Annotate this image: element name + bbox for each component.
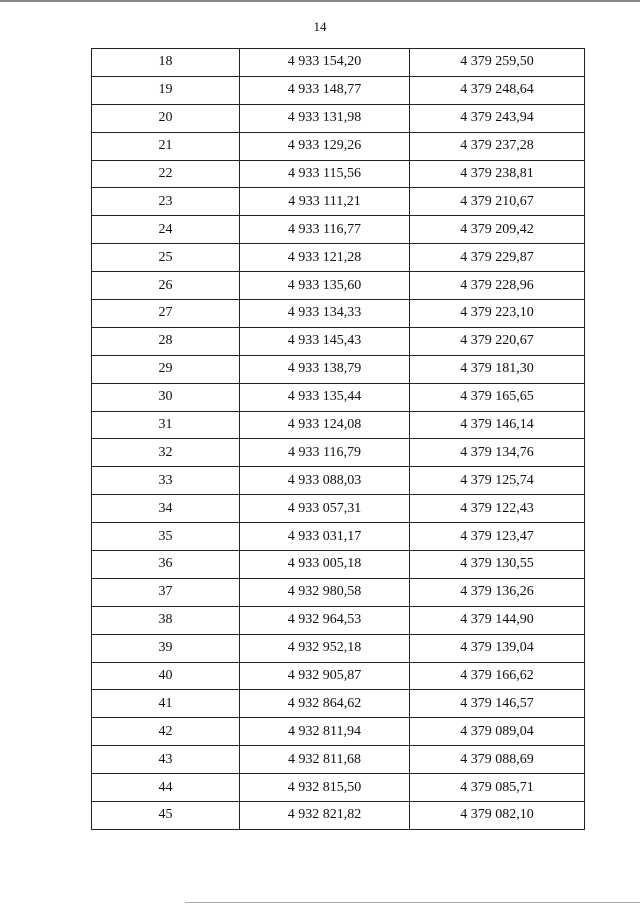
point-number-cell: 23 [92,188,240,216]
y-coordinate-cell: 4 379 082,10 [410,802,585,830]
y-coordinate-cell: 4 379 144,90 [410,606,585,634]
y-coordinate-cell: 4 379 130,55 [410,551,585,579]
table-row [92,327,585,355]
point-number-cell: 24 [92,216,240,244]
x-coordinate-cell: 4 933 131,98 [240,104,410,132]
table-row [92,523,585,551]
point-number-cell: 44 [92,774,240,802]
x-coordinate-cell: 4 933 088,03 [240,467,410,495]
x-coordinate-cell: 4 933 057,31 [240,495,410,523]
y-coordinate-cell: 4 379 146,14 [410,411,585,439]
x-coordinate-cell: 4 932 821,82 [240,802,410,830]
y-coordinate-cell: 4 379 210,67 [410,188,585,216]
y-coordinate-cell: 4 379 259,50 [410,49,585,77]
point-number-cell: 45 [92,802,240,830]
y-coordinate-cell: 4 379 123,47 [410,523,585,551]
y-coordinate-cell: 4 379 220,67 [410,327,585,355]
x-coordinate-cell: 4 932 980,58 [240,578,410,606]
point-number-cell: 38 [92,606,240,634]
y-coordinate-cell: 4 379 209,42 [410,216,585,244]
table-row [92,76,585,104]
table-row [92,551,585,579]
table-row [92,774,585,802]
point-number-cell: 40 [92,662,240,690]
point-number-cell: 39 [92,634,240,662]
point-number-cell: 36 [92,551,240,579]
y-coordinate-cell: 4 379 248,64 [410,76,585,104]
table-row [92,300,585,328]
table-row [92,690,585,718]
x-coordinate-cell: 4 933 115,56 [240,160,410,188]
x-coordinate-cell: 4 933 116,77 [240,216,410,244]
x-coordinate-cell: 4 932 864,62 [240,690,410,718]
x-coordinate-cell: 4 932 811,68 [240,746,410,774]
y-coordinate-cell: 4 379 089,04 [410,718,585,746]
x-coordinate-cell: 4 933 116,79 [240,439,410,467]
y-coordinate-cell: 4 379 229,87 [410,244,585,272]
table-row [92,718,585,746]
table-row [92,802,585,830]
y-coordinate-cell: 4 379 223,10 [410,300,585,328]
x-coordinate-cell: 4 933 134,33 [240,300,410,328]
table-row [92,383,585,411]
point-number-cell: 34 [92,495,240,523]
x-coordinate-cell: 4 932 815,50 [240,774,410,802]
point-number-cell: 33 [92,467,240,495]
point-number-cell: 31 [92,411,240,439]
x-coordinate-cell: 4 933 111,21 [240,188,410,216]
table-row [92,104,585,132]
table-row [92,272,585,300]
y-coordinate-cell: 4 379 165,65 [410,383,585,411]
table-row [92,355,585,383]
x-coordinate-cell: 4 933 124,08 [240,411,410,439]
x-coordinate-cell: 4 933 135,60 [240,272,410,300]
y-coordinate-cell: 4 379 243,94 [410,104,585,132]
point-number-cell: 37 [92,578,240,606]
y-coordinate-cell: 4 379 088,69 [410,746,585,774]
point-number-cell: 19 [92,76,240,104]
point-number-cell: 43 [92,746,240,774]
x-coordinate-cell: 4 932 905,87 [240,662,410,690]
y-coordinate-cell: 4 379 085,71 [410,774,585,802]
bottom-edge-line [185,902,640,903]
point-number-cell: 32 [92,439,240,467]
table-row [92,49,585,77]
point-number-cell: 28 [92,327,240,355]
table-row [92,160,585,188]
point-number-cell: 29 [92,355,240,383]
top-edge-line [0,0,640,2]
x-coordinate-cell: 4 933 005,18 [240,551,410,579]
point-number-cell: 21 [92,132,240,160]
y-coordinate-cell: 4 379 139,04 [410,634,585,662]
table-row [92,188,585,216]
point-number-cell: 42 [92,718,240,746]
point-number-cell: 30 [92,383,240,411]
table-row [92,467,585,495]
point-number-cell: 41 [92,690,240,718]
y-coordinate-cell: 4 379 122,43 [410,495,585,523]
y-coordinate-cell: 4 379 134,76 [410,439,585,467]
table-row [92,411,585,439]
table-row [92,439,585,467]
x-coordinate-cell: 4 933 148,77 [240,76,410,104]
point-number-cell: 25 [92,244,240,272]
point-number-cell: 35 [92,523,240,551]
table-row [92,746,585,774]
table-row [92,216,585,244]
point-number-cell: 22 [92,160,240,188]
table-row [92,634,585,662]
y-coordinate-cell: 4 379 166,62 [410,662,585,690]
table-row [92,606,585,634]
point-number-cell: 26 [92,272,240,300]
point-number-cell: 18 [92,49,240,77]
table-row [92,662,585,690]
table-row [92,578,585,606]
x-coordinate-cell: 4 933 135,44 [240,383,410,411]
y-coordinate-cell: 4 379 146,57 [410,690,585,718]
y-coordinate-cell: 4 379 237,28 [410,132,585,160]
x-coordinate-cell: 4 932 952,18 [240,634,410,662]
y-coordinate-cell: 4 379 228,96 [410,272,585,300]
point-number-cell: 20 [92,104,240,132]
point-number-cell: 27 [92,300,240,328]
x-coordinate-cell: 4 933 129,26 [240,132,410,160]
x-coordinate-cell: 4 933 138,79 [240,355,410,383]
x-coordinate-cell: 4 933 031,17 [240,523,410,551]
y-coordinate-cell: 4 379 181,30 [410,355,585,383]
y-coordinate-cell: 4 379 136,26 [410,578,585,606]
y-coordinate-cell: 4 379 238,81 [410,160,585,188]
table-row [92,244,585,272]
coordinates-table-body [92,49,585,830]
x-coordinate-cell: 4 932 964,53 [240,606,410,634]
table-row [92,495,585,523]
table-row [92,132,585,160]
x-coordinate-cell: 4 933 145,43 [240,327,410,355]
x-coordinate-cell: 4 932 811,94 [240,718,410,746]
x-coordinate-cell: 4 933 121,28 [240,244,410,272]
x-coordinate-cell: 4 933 154,20 [240,49,410,77]
y-coordinate-cell: 4 379 125,74 [410,467,585,495]
coordinates-table [91,48,585,830]
page-number: 14 [313,19,327,34]
